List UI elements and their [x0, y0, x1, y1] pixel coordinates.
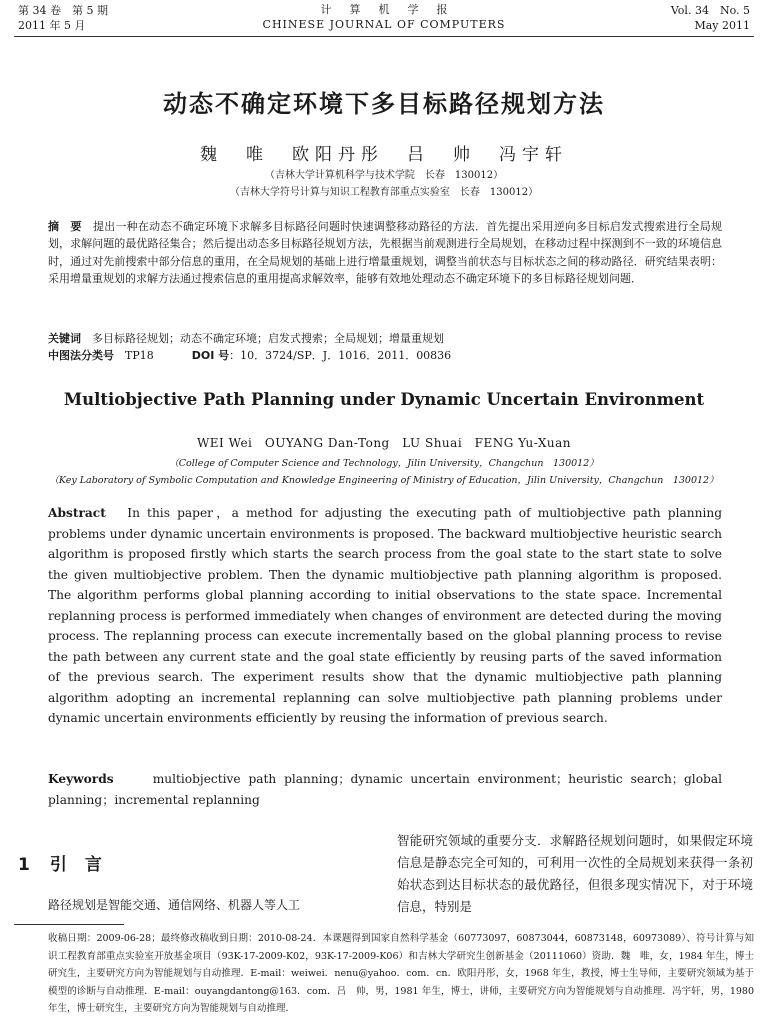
footnote: 收稿日期：2009-06-28；最终修改稿收到日期：2010-08-24．本课题得到国家自然科学基金（60773097，60873044，60873148，60973089）、符号计算与知识工程教育部重点实验室开放基金项目（93K-17-2009-K02，93K-17-2009-K06）和吉林大学研究生创新基金（20111060）资助．魏 唯，女，1984 年生，博士研究生，主要研究方向为智能规划与自动推理．E-mail：weiwei．nenu@yahoo．com．cn．欧阳丹彤，女，1968 年生，教授，博士生导师，主要研究领域为基于模型的诊断与自动推理．E-mail：ouyangdantong@163．com．吕 帅，男，1981 年生，博士，讲师，主要研究方向为智能规划与自动推理．冯宇轩，男，1980 年生，博士研究生，主要研究方向为智能规划与自动推理．: [48, 933, 754, 1014]
journal-name-cn: 计算机学报: [320, 3, 466, 16]
section-title: 引言: [49, 855, 120, 875]
abstract-en: [48, 503, 722, 729]
body-text-left: 路径规划是智能交通、通信网络、机器人等人工: [48, 898, 301, 912]
affiliation-cn-1: （吉林大学计算机科学与技术学院 长春 130012）: [264, 170, 504, 181]
header-date-en: May 2011: [694, 19, 750, 32]
affiliation-en-1: （College of Computer Science and Technology，Jilin University，Changchun 130012）: [169, 458, 599, 469]
affiliation-en-2: （Key Laboratory of Symbolic Computation and Knowledge Engineering of Ministry of Education，Jilin University，Changchun 130012）: [49, 475, 719, 486]
body-text-right: 智能研究领域的重要分支．求解路径规划问题时，如果假定环境信息是静态完全可知的，可利用一次性的全局规划来获得一条初始状态到达目标状态的最优路径，但很多现实情况下，对于环境信息，特别是: [397, 833, 753, 914]
abstract-cn-label: 摘 要: [48, 220, 82, 233]
abstract-en-text: In this paper，a method for adjusting the executing path of multiobjective path planning problems under dynamic uncertain environments is proposed. The backward multiobjective heuristic search algorithm is proposed firstly which starts the search process from the goal state to the start state to solve the given multiobjective problem. Then the dynamic multiobjective path planning algorithm is proposed. The algorithm performs global planning according to initial observations to the state space. Incremental replanning process is performed immediately when changes of environment are detected during the moving process. The replanning process can execute incrementally based on the global planning process to revise the path between any current state and the goal state efficiently by reusing parts of the saved information of the previous search. The experiment results show that the dynamic multiobjective path planning algorithm adopting an incremental replanning can solve multiobjective path planning problems under dynamic uncertain environments efficiently by reusing the information of previous search.: [48, 506, 722, 725]
classification-line: [48, 347, 728, 364]
header-divider: [14, 36, 754, 37]
keywords-cn-text: 多目标路径规划；动态不确定环境；启发式搜索；全局规划；增量重规划: [92, 332, 444, 345]
paper-title-en: Multiobjective Path Planning under Dynamic Uncertain Environment: [63, 390, 705, 409]
header-date-cn: 2011 年 5 月: [18, 19, 86, 32]
header-volume-issue-en: Vol. 34 No. 5: [670, 4, 750, 17]
doi-value: ：10．3724/SP．J．1016．2011．00836: [229, 349, 452, 362]
header-volume-issue: 第 34 卷 第 5 期: [18, 4, 108, 17]
section-heading-1: [18, 850, 120, 875]
abstract-cn: [48, 218, 722, 287]
keywords-cn-label: 关键词: [48, 332, 81, 345]
journal-name-en: CHINESE JOURNAL OF COMPUTERS: [262, 18, 506, 31]
paper-title-cn: 动态不确定环境下多目标路径规划方法: [163, 90, 605, 118]
affiliation-cn-2: （吉林大学符号计算与知识工程教育部重点实验室 长春 130012）: [229, 187, 539, 198]
abstract-en-label: Abstract: [48, 506, 106, 520]
section-number: 1: [18, 855, 30, 875]
header-volume-info-en: [671, 3, 750, 33]
clc-label: 中图法分类号: [48, 349, 114, 362]
keywords-en: [48, 769, 722, 810]
footnote-divider: [14, 924, 124, 925]
header-journal: [0, 2, 768, 32]
keywords-en-text: multiobjective path planning；dynamic uncertain environment；heuristic search；global planning；incremental replanning: [48, 772, 722, 807]
authors-en: WEI Wei OUYANG Dan-Tong LU Shuai FENG Yu-Xuan: [196, 436, 572, 450]
keywords-cn: [48, 330, 728, 347]
clc-value: TP18: [125, 349, 154, 362]
keywords-en-label: Keywords: [48, 772, 114, 786]
authors-cn: 魏 唯 欧阳丹彤 吕 帅 冯宇轩: [200, 145, 568, 165]
doi-label: DOI 号: [191, 349, 230, 362]
abstract-cn-text: 提出一种在动态不确定环境下求解多目标路径问题时快速调整移动路径的方法．首先提出采用逆向多目标启发式搜索进行全局规划，求解问题的最优路径集合；然后提出动态多目标路径规划方法，先根据当前观测进行全局规划，在移动过程中探测到不一致的环境信息时，通过对先前搜索中部分信息的重用，在全局规划的基础上进行增量重规划，调整当前状态与目标状态之间的移动路径．研究结果表明：采用增量重规划的求解方法通过搜索信息的重用提高求解效率，能够有效地处理动态不确定环境下的多目标路径规划问题．: [48, 220, 723, 285]
